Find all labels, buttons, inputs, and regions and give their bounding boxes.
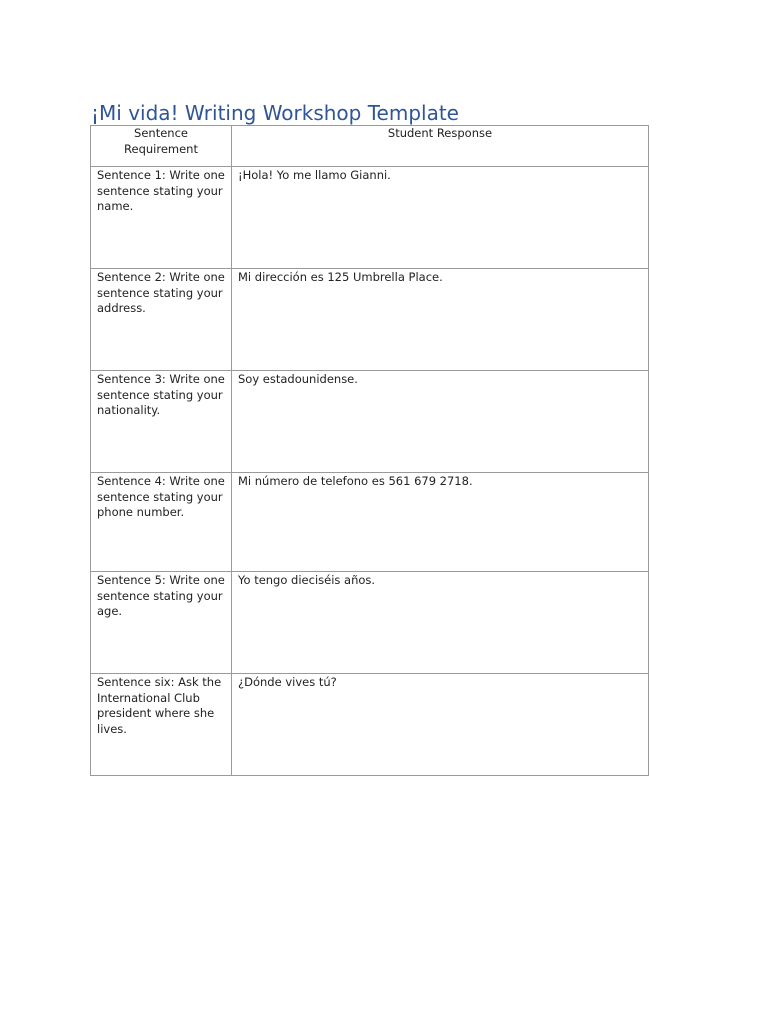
- table-row: [91, 572, 649, 674]
- table-row: [91, 269, 649, 371]
- requirement-cell: Sentence 2: Write one sentence stating your address.: [91, 269, 232, 371]
- table-row: [91, 674, 649, 776]
- header-sentence-requirement: Sentence Requirement: [91, 126, 232, 167]
- requirement-cell: Sentence 1: Write one sentence stating your name.: [91, 167, 232, 269]
- requirement-cell: Sentence 5: Write one sentence stating your age.: [91, 572, 232, 674]
- response-cell: Yo tengo dieciséis años.: [232, 572, 649, 674]
- requirement-cell: Sentence six: Ask the International Club president where she lives.: [91, 674, 232, 776]
- response-cell: Soy estadounidense.: [232, 371, 649, 473]
- response-cell: Mi dirección es 125 Umbrella Place.: [232, 269, 649, 371]
- writing-workshop-table: [90, 125, 649, 776]
- table-row: [91, 473, 649, 572]
- table-row: [91, 167, 649, 269]
- requirement-cell: Sentence 3: Write one sentence stating your nationality.: [91, 371, 232, 473]
- table-header-row: [91, 126, 649, 167]
- table-row: [91, 371, 649, 473]
- response-cell: ¿Dónde vives tú?: [232, 674, 649, 776]
- response-cell: Mi número de telefono es 561 679 2718.: [232, 473, 649, 572]
- header-student-response: Student Response: [232, 126, 649, 167]
- document-title: ¡Mi vida! Writing Workshop Template: [91, 101, 459, 125]
- requirement-cell: Sentence 4: Write one sentence stating your phone number.: [91, 473, 232, 572]
- response-cell: ¡Hola! Yo me llamo Gianni.: [232, 167, 649, 269]
